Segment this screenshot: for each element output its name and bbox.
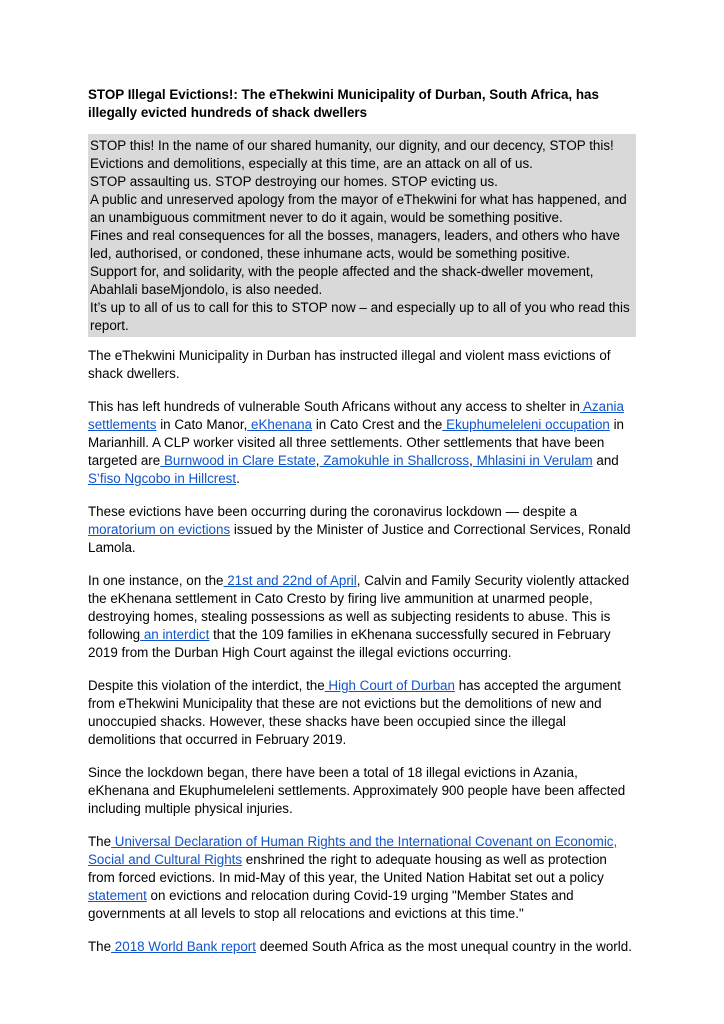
callout-line: A public and unreserved apology from the mayor of eThekwini for what has happened, and an unambiguous commitment never to do it again, would be something positive.: [90, 192, 627, 225]
text: .: [236, 471, 240, 486]
text: ,: [469, 453, 473, 468]
paragraph-lockdown-stats: Since the lockdown began, there have been a total of 18 illegal evictions in Azania, eKhenana and Ekuphumeleleni settlements. Approximately 900 people have been affected including multiple physical injuries.: [88, 765, 626, 816]
paragraph-settlements: [88, 398, 636, 488]
callout-line: It’s up to all of us to call for this to STOP now – and especially up to all of you who read this report.: [90, 300, 630, 333]
link-universal-declaration[interactable]: Universal Declaration of Human Rights and the International Covenant on Economic, Social and Cultural Rights: [88, 834, 618, 867]
link-an-interdict[interactable]: an interdict: [140, 627, 210, 642]
link-moratorium-on-evictions[interactable]: moratorium on evictions: [88, 522, 231, 537]
callout-line: Support for, and solidarity, with the people affected and the shack-dweller movement, Abahlali baseMjondolo, is also needed.: [90, 264, 594, 297]
text: enshrined the right to adequate housing as well as protection from forced evictions. In mid-May of this year, the United Nation Habitat set out a policy: [88, 852, 607, 885]
text: The: [88, 834, 112, 849]
text: Despite this violation of the interdict, the: [88, 678, 325, 693]
text: and: [592, 453, 619, 468]
page-title: STOP Illegal Evictions!: The eThekwini Municipality of Durban, South Africa, has illegally evicted hundreds of shack dwellers: [88, 87, 599, 120]
callout-line: Evictions and demolitions, especially at this time, are an attack on all of us.: [90, 156, 533, 171]
callout-line: Fines and real consequences for all the bosses, managers, leaders, and others who have led, authorised, or condoned, these inhumane acts, would be something positive.: [90, 228, 620, 261]
text: issued by the Minister of Justice and Correctional Services, Ronald Lamola.: [88, 522, 631, 555]
text: This has left hundreds of vulnerable South Africans without any access to shelter in: [88, 399, 581, 414]
link-high-court-durban[interactable]: High Court of Durban: [324, 678, 455, 693]
paragraph-world-bank: [88, 938, 636, 956]
link-21st-22nd-april[interactable]: 21st and 22nd of April: [223, 573, 357, 588]
text: in Cato Manor,: [156, 417, 248, 432]
link-mhlasini[interactable]: Mhlasini in Verulam: [472, 453, 593, 468]
paragraph-attack: [88, 572, 636, 662]
paragraph-moratorium: [88, 503, 636, 557]
callout-line: STOP assaulting us. STOP destroying our homes. STOP evicting us.: [90, 174, 498, 189]
link-zamokuhle[interactable]: Zamokuhle in Shallcross: [319, 453, 470, 468]
text: that the 109 families in eKhenana successfully secured in February 2019 from the Durban High Court against the illegal evictions occurring.: [88, 627, 611, 660]
link-burnwood[interactable]: Burnwood in Clare Estate: [160, 453, 316, 468]
link-2018-world-bank-report[interactable]: 2018 World Bank report: [111, 939, 256, 954]
link-sfiso-ngcobo[interactable]: S’fiso Ngcobo in Hillcrest: [88, 471, 237, 486]
link-ekhenana[interactable]: eKhenana: [247, 417, 313, 432]
text: in Cato Crest and the: [312, 417, 443, 432]
text: in Marianhill. A CLP worker visited all three settlements. Other settlements that have been targeted are: [88, 417, 625, 468]
paragraph-high-court: [88, 677, 636, 749]
text: In one instance, on the: [88, 573, 224, 588]
text: The: [88, 939, 112, 954]
text: ,: [315, 453, 320, 468]
paragraph-intro: The eThekwini Municipality in Durban has instructed illegal and violent mass evictions of shack dwellers.: [88, 348, 611, 381]
callout-box: [88, 134, 636, 337]
text: deemed South Africa as the most unequal country in the world.: [255, 939, 632, 954]
link-statement[interactable]: statement: [88, 888, 147, 903]
link-azania-settlements[interactable]: Azania settlements: [88, 399, 624, 432]
text: , Calvin and Family Security violently attacked the eKhenana settlement in Cato Cresto by firing live ammunition at unarmed people, destroying homes, stealing possessions as well as subjecting residents to abuse. This is following: [88, 573, 630, 642]
document-page: [88, 86, 636, 971]
link-ekuphumeleleni-occupation[interactable]: Ekuphumeleleni occupation: [442, 417, 610, 432]
text: These evictions have been occurring during the coronavirus lockdown — despite a: [88, 504, 578, 519]
callout-line: STOP this! In the name of our shared humanity, our dignity, and our decency, STOP this!: [90, 138, 614, 153]
text: on evictions and relocation during Covid-19 urging "Member States and governments at all levels to stop all relocations and evictions at this time.": [88, 888, 574, 921]
text: has accepted the argument from eThekwini Municipality that these are not evictions but the demolitions of new and unoccupied shacks. However, these shacks have been occupied since the illegal demolitions that occurred in February 2019.: [88, 678, 621, 747]
paragraph-human-rights: [88, 833, 636, 923]
